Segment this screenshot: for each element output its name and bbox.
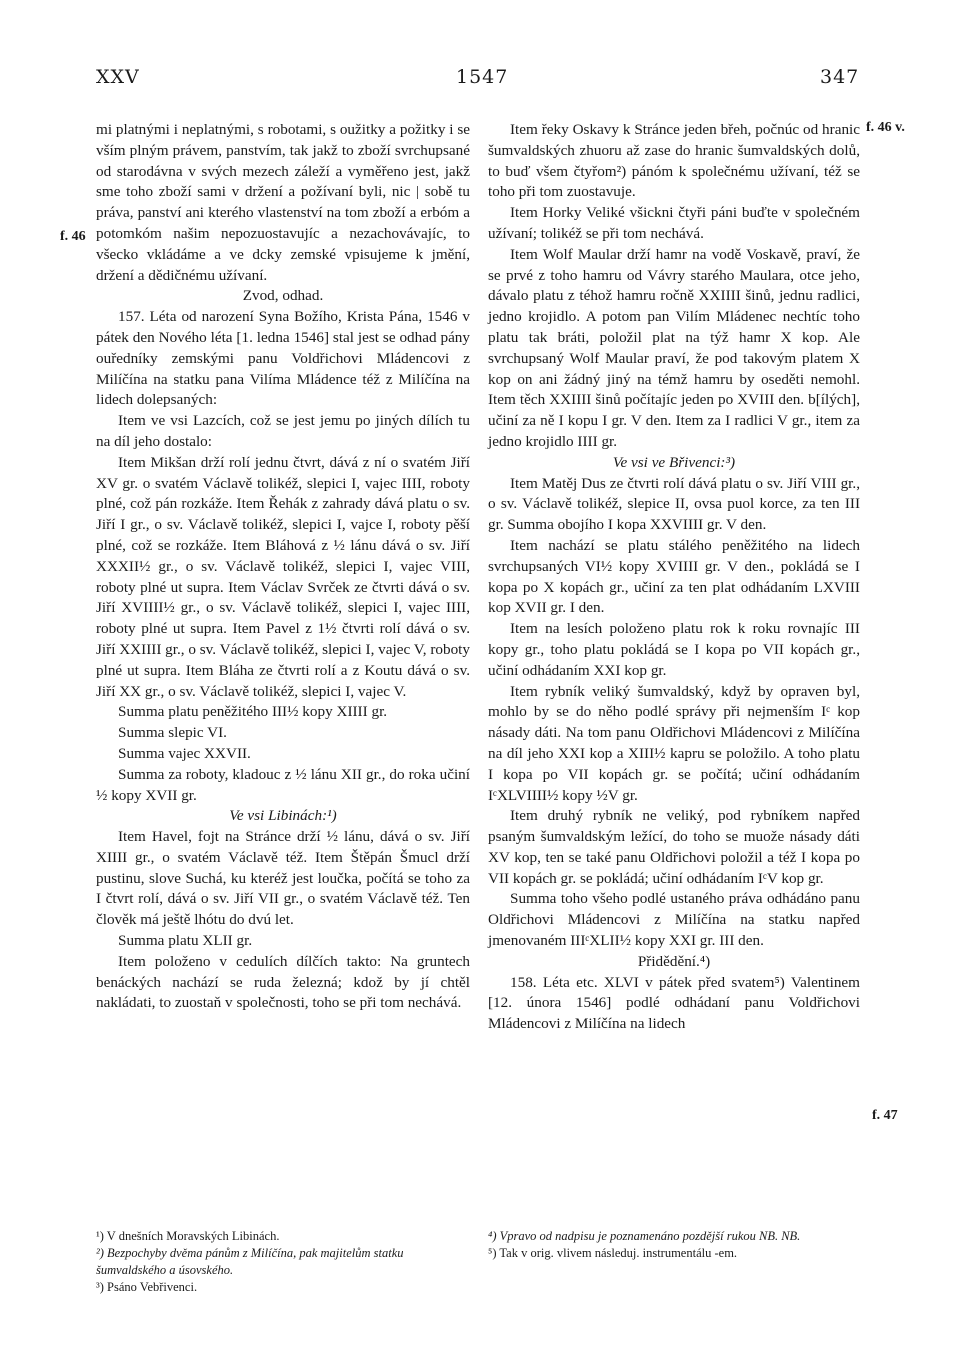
page-number: 347: [820, 66, 860, 88]
paragraph: Item Matěj Dus ze čtvrti rolí dává platu o sv. Jiří VIII gr., o sv. Václavě tolikéž, slepice II, ovsa puol korce, za ten III gr. Summa obojího I kopa XXVIIII gr. V den.: [488, 474, 860, 534]
folio-note-left: f. 46: [60, 229, 86, 244]
folio-note-right-47: f. 47: [872, 1108, 898, 1123]
paragraph: Item Wolf Maular drží hamr na vodě Voskavě, praví, že se prvé z toho hamru od Vávry starého Maulara, otce jeho, dávalo platu z téhož hamru ročně XXIIII šinů, jednu radlici, jedno krojidlo. A potom pan Vilím Mládenec nechtíc toho platu tak bráti, položil plat na týž hamr X kop. Ale svrchupsaný Wolf Maular praví, že pod takovým platem X kop on ani žádný jiný na témž hamru by oseděti nemohl. Item těch XXIIII šinů počítajíc jeden po XVIII den. b[ílých], učiní za ně I kopu I gr. V den. Item za I radlici V gr., item za jedno krojidlo IIII gr.: [488, 245, 860, 450]
running-head-left: XXV: [96, 66, 140, 88]
summary-line: Summa za roboty, kladouc z ½ lánu XII gr., do roka učiní ½ kopy XVII gr.: [96, 765, 470, 804]
left-column: [96, 120, 470, 1014]
footnotes-left: [96, 1228, 470, 1296]
paragraph: mi platnými i neplatnými, s robotami, s oužitky a požitky i se vším plným právem, panstvím, tak jakž to zboží svrchupsané od starodávna v svých mezech záleží a vyměřeno jest, jakž sme toho zboží sami v držení a požívaní byli, nic | sobě tu práva, panství ani kterého vlastenství na tom zboží a erbóm a potomkóm našim nepozuostavujíc a nezachovávajíc, to všecko vkládáme a ve dcky zemské vpisujeme k jmění, držení a dědičnému užívaní.: [96, 121, 470, 284]
paragraph: Summa toho všeho podlé ustaného práva odhádáno panu Oldřichovi Mládencovi z Milíčína na statku napřed jmenovaném IIIᶜXLII½ kopy XXI gr. III den.: [488, 890, 860, 950]
footnotes-right: [488, 1228, 860, 1262]
summary-line: Summa platu peněžitého III½ kopy XIIII gr.: [118, 703, 388, 721]
paragraph: 157. Léta od narození Syna Božího, Krista Pána, 1546 v pátek den Nového léta [1. ledna 1546] stal jest se odhad pány ouředníky zemskými panu Voldřichovi Mládencovi z Milíčína na statku pana Vilíma Mládence též z Milíčína na lidech dolepsaných:: [96, 308, 470, 409]
footnote: ²) Bezpochyby dvěma pánům z Milíčína, pak majitelům statku šumvaldského a úsovského.: [96, 1246, 404, 1277]
summary-line: Summa slepic VI.: [118, 724, 227, 742]
paragraph: Item Horky Veliké všickni čtyři páni buďte v společném užívaní; tolikéž se při tom nechává.: [488, 204, 860, 242]
paragraph: Item ve vsi Lazcích, což se jest jemu po jiných dílích tu na díl jeho dostalo:: [96, 412, 470, 450]
section-heading: Ve vsi Libinách:¹): [229, 807, 337, 825]
footnote: ⁵) Tak v orig. vlivem následuj. instrumentálu -em.: [488, 1246, 738, 1260]
footnote: ³) Psáno Vebřivenci.: [96, 1280, 198, 1294]
section-heading: Zvod, odhad.: [242, 287, 324, 305]
section-heading: Přidědění.⁴): [637, 952, 711, 970]
running-head-year: 1547: [456, 66, 509, 88]
paragraph: Item druhý rybník ne veliký, pod rybníkem napřed psaným šumvaldským ležící, do toho se muože násady dáti XV kop, ten se také panu Oldřichovi položil a též I kopa po VII kopách gr. se pokládá; učiní odhádaním IᶜV kop gr.: [488, 807, 860, 887]
folio-note-right-46v: f. 46 v.: [866, 120, 905, 135]
section-heading: Ve vsi ve Břivenci:³): [612, 453, 736, 471]
paragraph: 158. Léta etc. XLVI v pátek před svatem⁵) Valentinem [12. února 1546] podlé odhádaní panu Voldřichovi Mládencovi z Milíčína na lidech: [488, 973, 860, 1033]
paragraph: Item položeno v cedulích dílčích takto: Na gruntech benáckých nachází se ruda železná; kdož by jí chtěl nakládati, to zuostaň v společnosti, toho se při tom nechává.: [96, 952, 470, 1012]
summary-line: Summa vajec XXVII.: [118, 744, 251, 762]
summary-line: Summa platu XLII gr.: [118, 932, 253, 950]
paragraph: Item na lesích položeno platu rok k roku rovnajíc III kopy gr., toho platu pokládá se I kopa po VII kopách gr., učiní odhádaním XXI kop gr.: [488, 620, 860, 679]
right-column: [488, 120, 860, 1035]
footnote: ⁴) Vpravo od nadpisu je poznamenáno pozdější rukou NB. NB.: [488, 1229, 801, 1243]
paragraph: Item Havel, fojt na Stránce drží ½ lánu, dává o sv. Jiří XIIII gr., o svatém Václavě též. Item Štěpán Šmucl drží pustinu, slove Suchá, ku kteréž jest loučka, počítá se toho za I čtvrt rolí, dává o sv. Jiří VII gr., o svatém Václavě též. Ten člověk má ještě lhótu do dvú let.: [96, 828, 470, 929]
paragraph: Item rybník veliký šumvaldský, když by opraven byl, mohlo by se do něho podlé správy při nejmenším Iᶜ kop násady dáti. Na tom panu Oldřichovi Mládencovi z Milíčína na díl jeho XXI kop a XIII½ kapru se položilo. A toho platu I kopa po VII kopách gr. se počítá; učiní odhádaním IᶜXLVIIII½ kopy ½V gr.: [488, 682, 860, 804]
paragraph: Item nachází se platu stálého peněžitého na lidech svrchupsaných VI½ kopy XVIIII gr. V den., pokládá se I kopa po X kopách gr., učiní za ten plat odhádaním LXVIII kop XVII gr. I den.: [488, 536, 860, 617]
footnote: ¹) V dnešních Moravských Libinách.: [96, 1229, 280, 1243]
paragraph: Item řeky Oskavy k Stránce jeden břeh, počnúc od hranic šumvaldských zhuoru až zase do hranic šumvaldských dolů, to buď všem čtyřom²) pánóm k společnému užívaní, též se toho při tom zuostavuje.: [488, 121, 860, 201]
paragraph: Item Mikšan drží rolí jednu čtvrt, dává z ní o svatém Jiří XV gr. o svatém Václavě tolikéž, slepici I, vajec IIII, roboty plné, což pán rozkáže. Item Řehák z zahrady dává platu o sv. Jiří I gr., o sv. Václavě tolikéž, slepici I, vajce I, roboty pěší plné, což se rozkáže. Item Bláhová z ½ lánu dává o sv. Jiří XXXII½ gr., o sv. Václavě tolikéž, slepici I, vajec VIII, roboty plné ut supra. Item Václav Svrček ze čtvrti dává o sv. Jiří XVIIII½ gr., o sv. Václavě tolikéž, slepici I, vajec IIII, roboty plné ut supra. Item Pavel z 1½ čtvrti rolí dává o sv. Jiří XXIIII gr., o sv. Václavě tolikéž, slepici I, vajec V, roboty plné ut supra. Item Bláha ze čtvrti rolí a z Koutu dává o sv. Jiří XX gr., o sv. Václavě tolikéž, slepici I, vajec V.: [96, 453, 470, 700]
